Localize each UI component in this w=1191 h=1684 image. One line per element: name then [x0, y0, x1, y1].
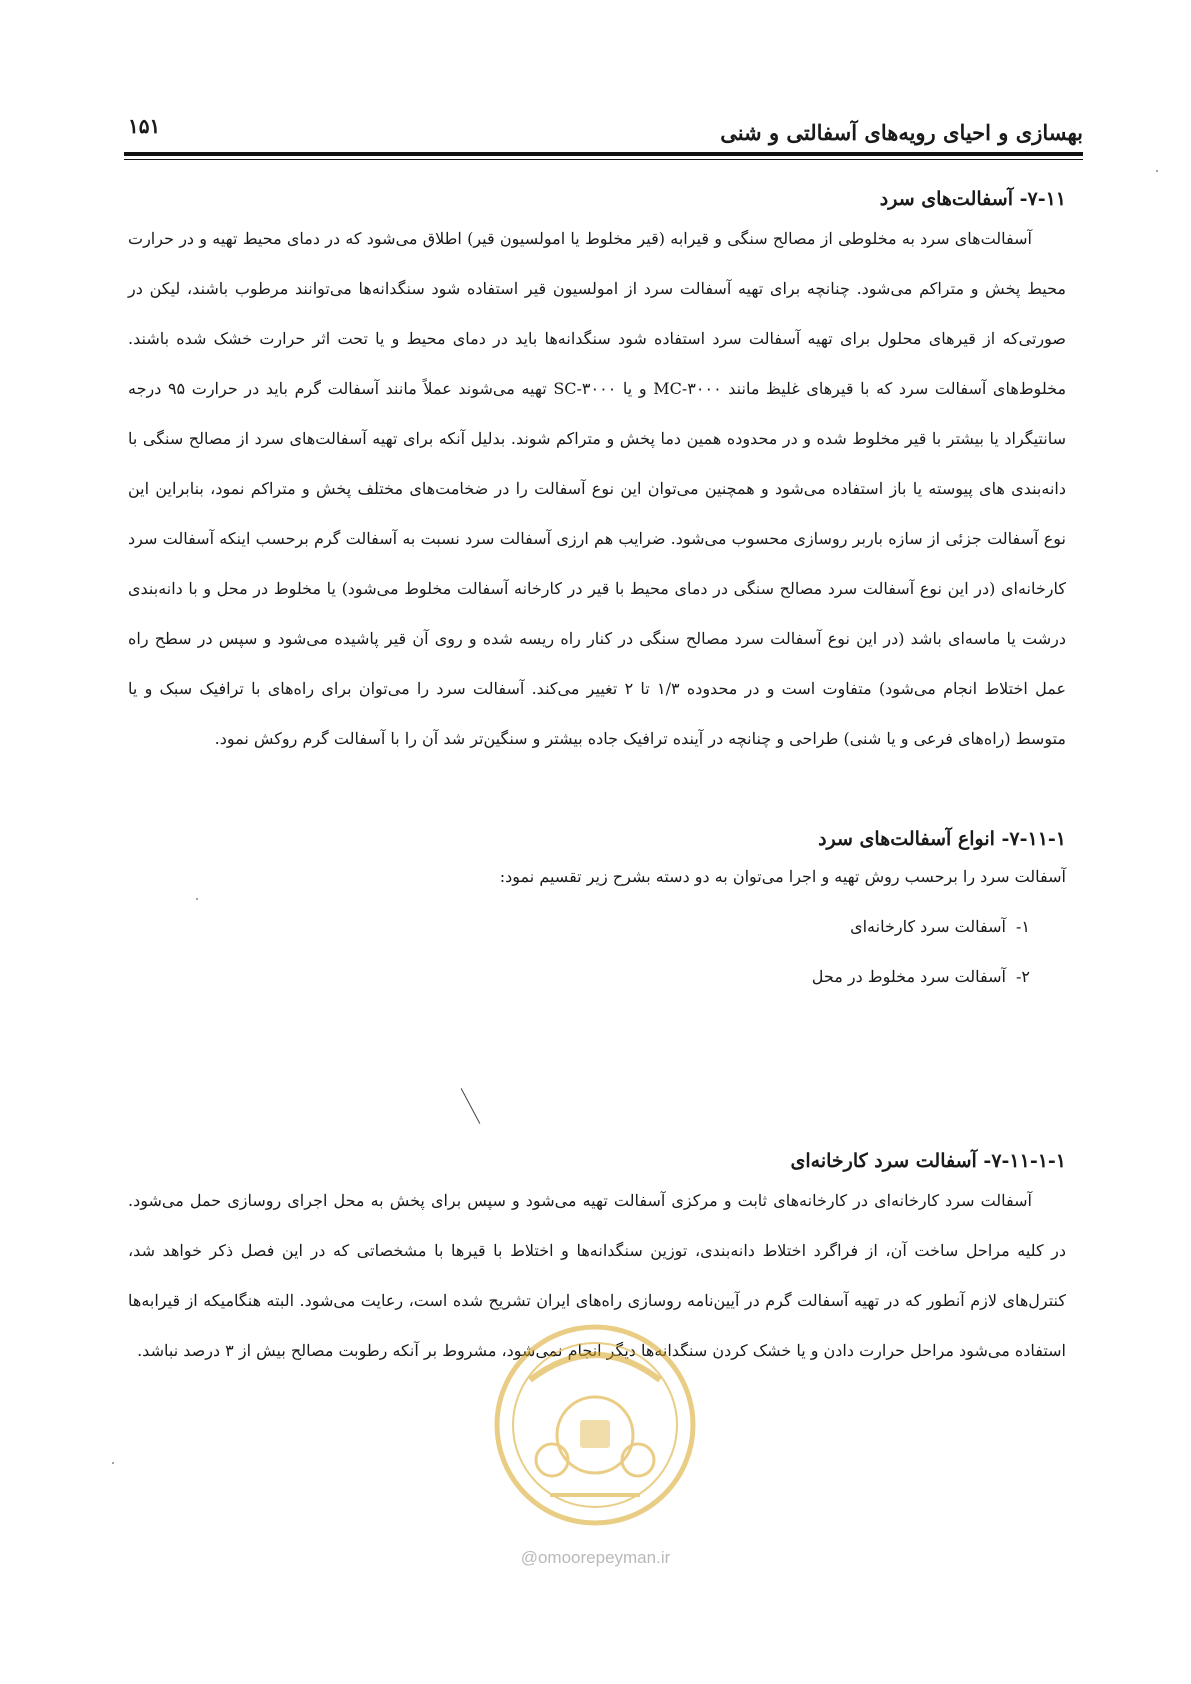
header-rule-thin	[124, 159, 1083, 160]
scan-speck	[196, 898, 198, 900]
list-item	[128, 902, 1066, 952]
scan-speck	[1156, 170, 1158, 172]
header-rule-thick	[124, 152, 1083, 156]
running-header	[124, 112, 1083, 154]
scan-speck	[112, 1462, 114, 1464]
list-item-marker: ۲-	[1016, 967, 1030, 986]
watermark-url: @omoorepeyman.ir	[520, 1548, 671, 1567]
list-item	[128, 952, 1066, 1002]
page-number: ۱۵۱	[128, 114, 161, 138]
subsubsection-paragraph: آسفالت سرد کارخانه‌ای در کارخانه‌های ثابت و مرکزی آسفالت تهیه می‌شود و سپس برای پخش به محل اجرای روسازی حمل می‌شود. در کلیه مراحل ساخت آن، از فراگرد اختلاط دانه‌بندی، توزین سنگدانه‌ها و اختلاط با قیرها با مشخصاتی که در این فصل ذکر خواهد شد، کنترل‌های لازم آنطور که در تهیه آسفالت گرم در آیین‌نامه روسازی راه‌های ایران تشریح شده است، رعایت می‌شود. البته هنگامیکه از قیرابه‌ها استفاده می‌شود مراحل حرارت دادن و یا خشک کردن سنگدانه‌ها دیگر انجام نمی‌شود، مشروط بر آنکه رطوبت مصالح بیش از ۳ درصد نباشد.	[128, 1191, 1067, 1360]
section-heading: ۷-۱۱- آسفالت‌های سرد	[879, 188, 1066, 210]
stray-pen-mark	[461, 1088, 481, 1124]
list-item-text: آسفالت سرد کارخانه‌ای	[850, 917, 1006, 936]
subsubsection-heading: ۷-۱۱-۱-۱- آسفالت سرد کارخانه‌ای	[790, 1150, 1066, 1172]
list-item-text: آسفالت سرد مخلوط در محل	[811, 967, 1006, 986]
section-block	[128, 188, 1066, 764]
header-title: بهسازی و احیای رویه‌های آسفالتی و شنی	[720, 120, 1083, 145]
publisher-seal-icon	[490, 1320, 700, 1530]
subsection-heading: ۷-۱۱-۱- انواع آسفالت‌های سرد	[818, 828, 1066, 850]
cold-asphalt-types-list	[128, 902, 1066, 1002]
list-item-marker: ۱-	[1016, 917, 1030, 936]
section-paragraph: آسفالت‌های سرد به مخلوطی از مصالح سنگی و قیرابه (قیر مخلوط یا امولسیون قیر) اطلاق می‌شود که در دمای محیط تهیه و در حرارت محیط پخش و متراکم می‌شود. چنانچه برای تهیه آسفالت سرد از امولسیون قیر استفاده شود سنگدانه‌ها می‌توانند مرطوب باشند، لیکن در صورتی‌که از قیرهای محلول برای تهیه آسفالت سرد استفاده شود سنگدانه‌ها باید در دمای محیط و یا تحت اثر حرارت خشک شده باشند. مخلوط‌های آسفالت سرد که با قیرهای غلیظ مانند MC-۳۰۰۰ و یا SC-۳۰۰۰ تهیه می‌شوند عملاً مانند آسفالت گرم باید در حرارت ۹۵ درجه سانتیگراد یا بیشتر با قیر مخلوط شده و در محدوده همین دما پخش و متراکم شوند. بدلیل آنکه برای تهیه آسفالت‌های سرد از مصالح سنگی با دانه‌بندی های پیوسته یا باز استفاده می‌شود و همچنین می‌توان این نوع آسفالت را در ضخامت‌های مختلف پخش و متراکم نمود، بنابراین این نوع آسفالت جزئی از سازه باربر روسازی محسوب می‌شود. ضرایب هم ارزی آسفالت سرد نسبت به آسفالت گرم برحسب اینکه آسفالت سرد کارخانه‌ای (در این نوع آسفالت سرد مصالح سنگی در دمای محیط با قیر در کارخانه آسفالت مخلوط می‌شود) یا مخلوط در محل و با دانه‌بندی درشت یا ماسه‌ای باشد (در این نوع آسفالت سرد مصالح سنگی در کنار راه ریسه شده و روی آن قیر پاشیده می‌شود و سپس در سطح راه عمل اختلاط انجام می‌شود) متفاوت است و در محدوده ۱/۳ تا ۲ تغییر می‌کند. آسفالت سرد را می‌توان برای راه‌های با ترافیک سبک و یا متوسط (راه‌های فرعی و یا شنی) طراحی و چنانچه در آینده ترافیک جاده بیشتر و سنگین‌تر شد آن را با آسفالت گرم روکش نمود.	[128, 229, 1067, 748]
subsection-intro: آسفالت سرد را برحسب روش تهیه و اجرا می‌توان به دو دسته بشرح زیر تقسیم نمود:	[499, 867, 1066, 886]
subsection-block	[128, 828, 1066, 1002]
